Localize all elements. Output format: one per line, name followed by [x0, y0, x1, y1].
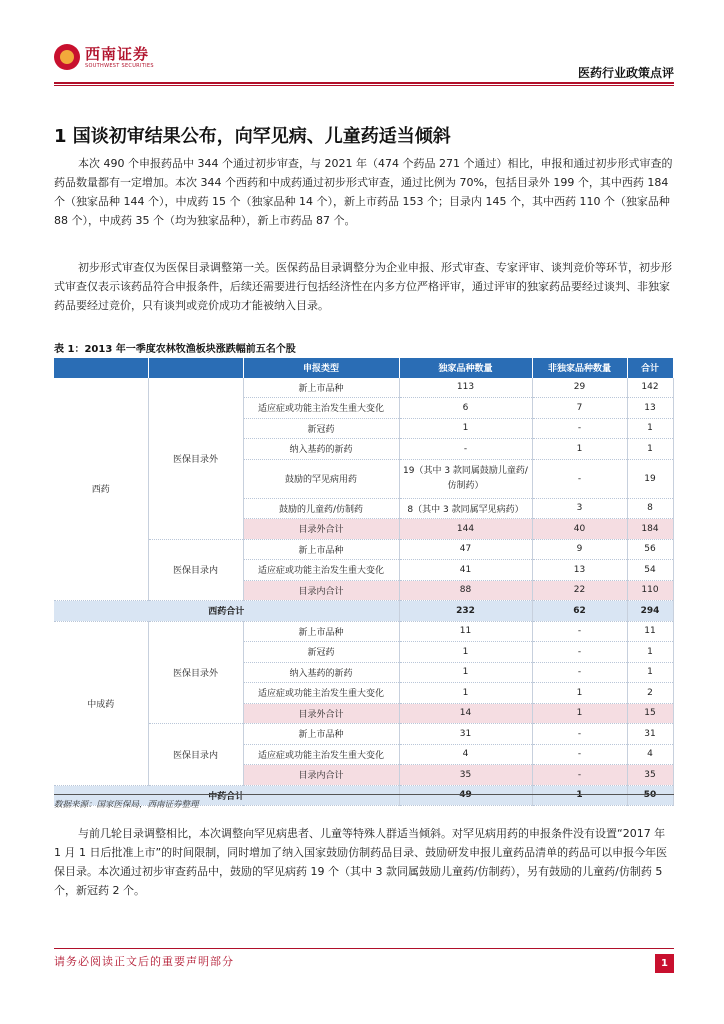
group-chinese-medicine: 中成药	[54, 621, 148, 785]
subtotal-row: 目录内合计 35 - 35	[54, 765, 673, 786]
row-type: 目录内合计	[243, 765, 399, 786]
row-type: 新上市品种	[243, 724, 399, 745]
table-row: 新冠药 1 - 1	[54, 642, 673, 663]
table-row: 适应症或功能主治发生重大变化 4 - 4	[54, 744, 673, 765]
subgroup-inside-catalog: 医保目录内	[148, 724, 243, 786]
row-type: 中药合计	[54, 785, 399, 806]
subtotal-row: 目录外合计 14 1 15	[54, 703, 673, 724]
row-type: 目录外合计	[243, 519, 399, 540]
header-type: 申报类型	[243, 358, 399, 378]
table-row: 适应症或功能主治发生重大变化 41 13 54	[54, 560, 673, 581]
table-row: 适应症或功能主治发生重大变化 6 7 13	[54, 398, 673, 419]
paragraph-3: 与前几轮目录调整相比，本次调整向罕见病患者、儿童等特殊人群适当倾斜。对罕见病用药的申报条件没有设置“2017 年 1 月 1 日后批准上市”的时间限制，同时增加了纳入国家鼓励仿制药品目录、鼓励研发申报儿童药品清单的药品可以申报今年医保目录。本次通过初步审查药品中，鼓励的罕见病药 19 个（其中 3 款同属鼓励儿童药/仿制药），另有鼓励的儿童药/仿制药 5 个，新冠药 2 个。	[54, 827, 668, 897]
row-type: 适应症或功能主治发生重大变化	[243, 744, 399, 765]
company-logo	[54, 44, 154, 70]
table-header-row	[54, 358, 673, 378]
page-number: 1	[655, 954, 674, 973]
header-rule	[54, 82, 674, 84]
row-type: 新上市品种	[243, 378, 399, 398]
row-type: 鼓励的罕见病用药	[243, 459, 399, 498]
logo-chinese-name: 西南证券	[85, 45, 150, 63]
paragraph-1: 本次 490 个申报药品中 344 个通过初步审查，与 2021 年（474 个药品 271 个通过）相比，申报和通过初步形式审查的药品数量都有一定增加。本次 344 个西药和中成药通过初步形式审查，通过比例为 70%，包括目录外 199 个，其中西药 184 个（独家品种 144 个），中成药 15 个（独家品种 14 个），新上市药品 153 个；目录内 145 个，其中西药 110 个（独家品种 88 个），中成药 35 个（均为独家品种），新上市药品 87 个。	[54, 157, 673, 227]
footer-notice: 请务必阅读正文后的重要声明部分	[54, 955, 234, 968]
total-row: 西药合计 232 62 294	[54, 601, 673, 622]
row-type: 适应症或功能主治发生重大变化	[243, 560, 399, 581]
table-row: 医保目录内 新上市品种 47 9 56	[54, 539, 673, 560]
table-bottom-rule	[54, 794, 674, 795]
logo-emblem-icon	[54, 44, 80, 70]
report-category: 医药行业政策点评	[577, 66, 674, 80]
row-type: 纳入基药的新药	[243, 439, 399, 460]
row-type: 鼓励的儿童药/仿制药	[243, 498, 399, 519]
row-type: 新冠药	[243, 418, 399, 439]
total-row: 中药合计 49 1 50	[54, 785, 673, 806]
row-type: 西药合计	[54, 601, 399, 622]
row-type: 适应症或功能主治发生重大变化	[243, 683, 399, 704]
subgroup-outside-catalog: 医保目录外	[148, 378, 243, 540]
table-row: 医保目录内 新上市品种 31 - 31	[54, 724, 673, 745]
subgroup-inside-catalog: 医保目录内	[148, 539, 243, 601]
row-type: 目录内合计	[243, 580, 399, 601]
row-type: 新上市品种	[243, 539, 399, 560]
subgroup-outside-catalog: 医保目录外	[148, 621, 243, 724]
table-caption: 表 1：2013 年一季度农林牧渔板块涨跌幅前五名个股	[54, 344, 296, 355]
table-row: 鼓励的儿童药/仿制药 8（其中 3 款同属罕见病药） 3 8	[54, 498, 673, 519]
row-type: 目录外合计	[243, 703, 399, 724]
table-row: 西药 医保目录外 新上市品种 113 29 142	[54, 378, 673, 398]
table-row: 适应症或功能主治发生重大变化 1 1 2	[54, 683, 673, 704]
table-row: 纳入基药的新药 - 1 1	[54, 439, 673, 460]
header-non-exclusive: 非独家品种数量	[532, 358, 627, 378]
row-type: 新上市品种	[243, 621, 399, 642]
data-source: 数据来源：国家医保局，西南证券整理	[54, 800, 199, 810]
table-row: 纳入基药的新药 1 - 1	[54, 662, 673, 683]
paragraph-2: 初步形式审查仅为医保目录调整第一关。医保药品目录调整分为企业申报、形式审查、专家评审、谈判竞价等环节，初步形式审查仅表示该药品符合申报条件，后续还需要进行包括经济性在内多方位严格评审，通过评审的独家药品要经过谈判、非独家药品要经过竞价，只有谈判或竞价成功才能被纳入目录。	[54, 261, 672, 312]
subtotal-row: 目录外合计 144 40 184	[54, 519, 673, 540]
row-type: 适应症或功能主治发生重大变化	[243, 398, 399, 419]
group-western-medicine: 西药	[54, 378, 148, 601]
header-total: 合计	[627, 358, 673, 378]
table-row: 鼓励的罕见病用药 19（其中 3 款同属鼓励儿童药/仿制药） - 19	[54, 459, 673, 498]
subtotal-row: 目录内合计 88 22 110	[54, 580, 673, 601]
section-title: 1 国谈初审结果公布，向罕见病、儿童药适当倾斜	[54, 126, 451, 147]
row-type: 纳入基药的新药	[243, 662, 399, 683]
table-row: 新冠药 1 - 1	[54, 418, 673, 439]
row-type: 新冠药	[243, 642, 399, 663]
drug-review-table	[54, 358, 674, 806]
footer-rule	[54, 948, 674, 949]
header-exclusive: 独家品种数量	[399, 358, 532, 378]
logo-english-name: SOUTHWEST SECURITIES	[85, 63, 154, 69]
table-row: 中成药 医保目录外 新上市品种 11 - 11	[54, 621, 673, 642]
header-rule-thin	[54, 85, 674, 86]
